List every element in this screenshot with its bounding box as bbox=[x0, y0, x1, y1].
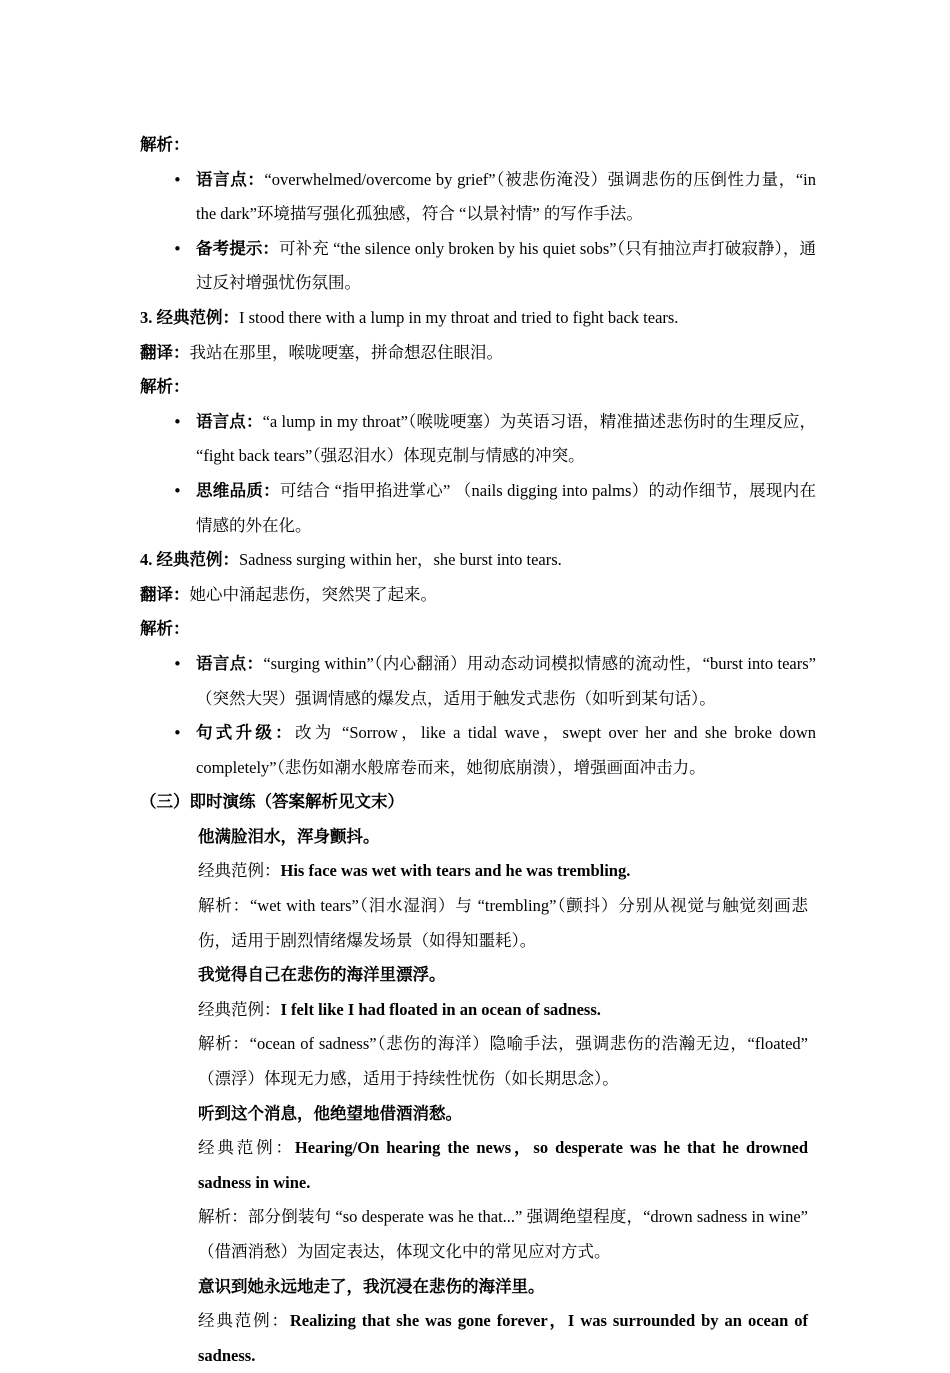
example-lead: 3. 经典范例： bbox=[140, 307, 239, 327]
bullet-text: 可补充 “the silence only broken by his quiet sobs”（只有抽泣声打破寂静），通过反衬增强忧伤氛围。 bbox=[196, 238, 817, 293]
bullet-lead: 语言点： bbox=[196, 411, 263, 431]
bullet-content bbox=[196, 474, 818, 543]
example-sentence-4 bbox=[140, 543, 818, 578]
bullet-text: 改为 “Sorrow，like a tidal wave，swept over her and she broke down completely”（悲伤如潮水般席卷而来，她彻底崩溃），增强画面冲击力。 bbox=[196, 723, 817, 777]
translation-lead: 翻译： bbox=[140, 342, 190, 362]
bullet-marker-icon: • bbox=[173, 412, 182, 431]
bullet-text: 可结合 “指甲掐进掌心” （nails digging into palms）的动作细节，展现内在情感的外在化。 bbox=[196, 480, 817, 535]
bullet-item bbox=[140, 474, 818, 543]
practice-note bbox=[198, 1200, 808, 1269]
bullet-marker-icon: • bbox=[173, 654, 182, 673]
bullet-lead: 语言点： bbox=[196, 653, 264, 673]
bullet-item bbox=[140, 405, 818, 474]
practice-model bbox=[198, 993, 808, 1028]
translation-text: 她心中涌起悲伤，突然哭了起来。 bbox=[189, 584, 437, 604]
practice-note-text: “wet with tears”（泪水湿润）与 “trembling”（颤抖）分别从视觉与触觉刻画悲伤，适用于剧烈情绪爆发场景（如得知噩耗）。 bbox=[198, 896, 808, 950]
analysis-label: 解析： bbox=[140, 377, 190, 397]
bullet-marker-icon: • bbox=[173, 481, 182, 500]
bullet-marker-icon: • bbox=[173, 170, 182, 189]
translation-lead: 翻译： bbox=[140, 584, 190, 604]
practice-note-label: 解析： bbox=[198, 1207, 248, 1227]
practice-model-label: 经典范例： bbox=[198, 861, 281, 881]
practice-model bbox=[198, 1131, 808, 1200]
bullet-item bbox=[140, 232, 818, 301]
bullet-content bbox=[196, 232, 818, 301]
practice-model-sentence: Realizing that she was gone forever，I was surrounded by an ocean of sadness. bbox=[198, 1311, 809, 1365]
practice-note-label: 解析： bbox=[198, 896, 250, 916]
practice-note-text: 部分倒装句 “so desperate was he that...” 强调绝望程度，“drown sadness in wine”（借酒消愁）为固定表达，体现文化中的常见应对方式。 bbox=[198, 1207, 809, 1261]
section-heading-practice: （三）即时演练（答案解析见文末） bbox=[140, 792, 404, 812]
practice-prompt: 他满脸泪水，浑身颤抖。 bbox=[198, 826, 380, 846]
practice-note-label: 解析： bbox=[198, 1034, 250, 1054]
bullet-lead: 语言点： bbox=[196, 169, 265, 189]
bullet-content bbox=[196, 647, 818, 716]
bullet-marker-icon: • bbox=[173, 724, 182, 743]
practice-model-sentence: Hearing/On hearing the news，so desperate was he that he drowned sadness in wine. bbox=[198, 1138, 808, 1192]
example-lead: 4. 经典范例： bbox=[140, 550, 239, 570]
practice-item bbox=[198, 820, 808, 958]
bullet-content bbox=[196, 405, 818, 474]
practice-model bbox=[198, 854, 808, 889]
bullet-text: “surging within”（内心翻涌）用动态动词模拟情感的流动性，“burst into tears”（突然大哭）强调情感的爆发点，适用于触发式悲伤（如听到某句话）。 bbox=[196, 653, 816, 708]
bullet-text: “a lump in my throat”（喉咙哽塞）为英语习语，精准描述悲伤时的生理反应，“fight back tears”（强忍泪水）体现克制与情感的冲突。 bbox=[196, 411, 817, 466]
bullet-lead: 思维品质： bbox=[196, 480, 280, 500]
practice-prompt: 我觉得自己在悲伤的海洋里漂浮。 bbox=[198, 965, 446, 985]
practice-note bbox=[198, 1027, 808, 1096]
analysis-label: 解析： bbox=[140, 135, 190, 154]
practice-model-label: 经典范例： bbox=[198, 1138, 295, 1158]
bullet-lead: 句式升级： bbox=[196, 723, 295, 743]
practice-model-label: 经典范例： bbox=[198, 999, 281, 1019]
practice-list bbox=[198, 820, 818, 1373]
analysis-label: 解析： bbox=[140, 619, 190, 639]
example-text: I stood there with a lump in my throat and tried to fight back tears. bbox=[239, 307, 679, 327]
bullet-item bbox=[140, 716, 818, 785]
practice-model bbox=[198, 1304, 808, 1373]
example-text: Sadness surging within her，she burst into tears. bbox=[239, 550, 562, 570]
bullet-text: “overwhelmed/overcome by grief”（被悲伤淹没）强调悲伤的压倒性力量，“in the dark”环境描写强化孤独感，符合 “以景衬情” 的写作手法。 bbox=[196, 169, 816, 224]
translation-3 bbox=[140, 336, 818, 371]
practice-item bbox=[198, 958, 808, 1096]
practice-prompt: 听到这个消息，他绝望地借酒消愁。 bbox=[198, 1103, 462, 1123]
practice-model-label: 经典范例： bbox=[198, 1311, 290, 1331]
practice-model-sentence: His face was wet with tears and he was trembling. bbox=[280, 861, 631, 881]
bullet-content bbox=[196, 716, 818, 785]
bullet-item bbox=[140, 647, 818, 716]
practice-item bbox=[198, 1270, 808, 1373]
translation-4 bbox=[140, 578, 818, 613]
practice-prompt: 意识到她永远地走了，我沉浸在悲伤的海洋里。 bbox=[198, 1276, 545, 1296]
translation-text: 我站在那里，喉咙哽塞，拼命想忍住眼泪。 bbox=[189, 342, 503, 362]
practice-model-sentence: I felt like I had floated in an ocean of sadness. bbox=[280, 999, 601, 1019]
practice-note bbox=[198, 889, 808, 958]
bullet-lead: 备考提示： bbox=[196, 238, 280, 258]
bullet-content bbox=[196, 163, 818, 232]
practice-note-text: “ocean of sadness”（悲伤的海洋）隐喻手法，强调悲伤的浩瀚无边，“floated”（漂浮）体现无力感，适用于持续性忧伤（如长期思念）。 bbox=[198, 1034, 809, 1089]
example-sentence-3 bbox=[140, 301, 818, 336]
practice-item bbox=[198, 1097, 808, 1270]
bullet-marker-icon: • bbox=[173, 239, 182, 258]
bullet-item bbox=[140, 163, 818, 232]
